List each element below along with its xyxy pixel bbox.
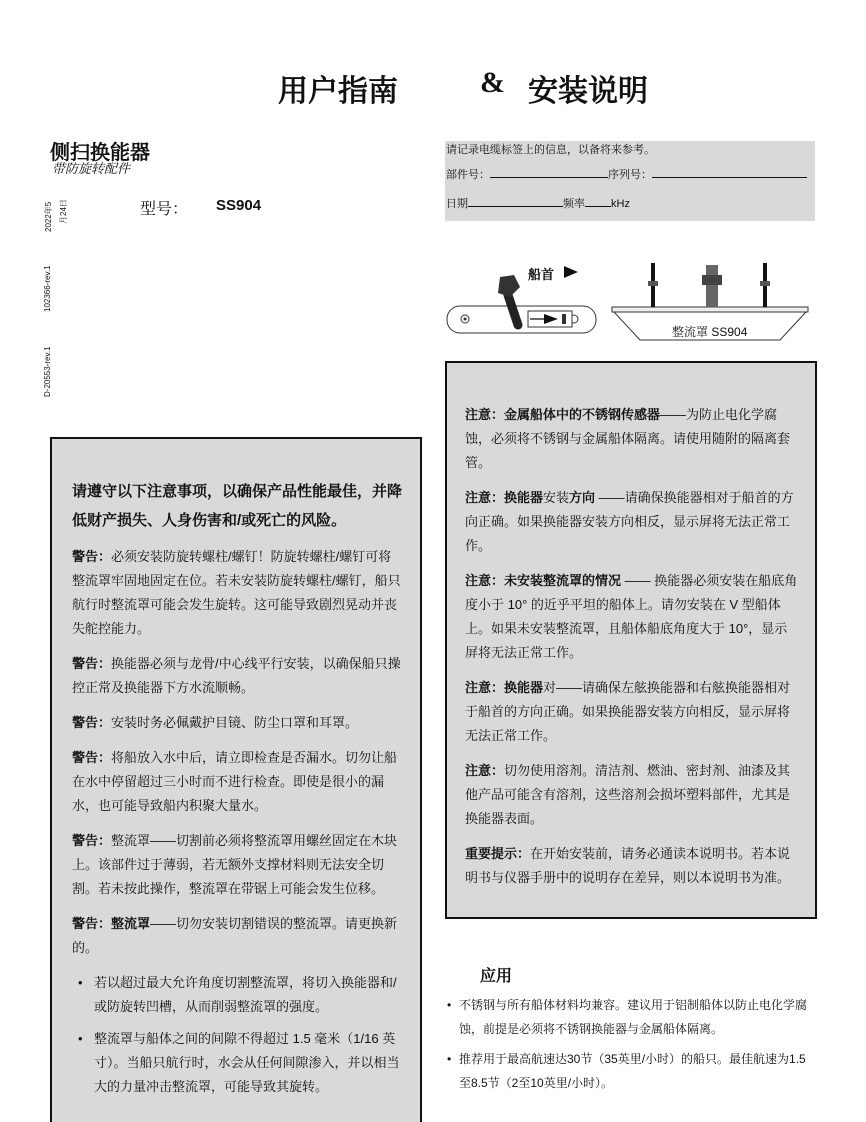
date-code-line1: 2022年5 xyxy=(44,201,53,232)
bow-arrow-icon xyxy=(564,266,578,278)
warning-1 xyxy=(72,545,402,641)
doc-code-2: D-20553-rev.1 xyxy=(43,346,52,397)
caution-label: 注意： xyxy=(465,407,505,422)
application-item: • 不锈钢与所有船体材料均兼容。建议用于铝制船体以防止电化学腐蚀，前提是必须将不锈钢换能器与金属船体隔离。 xyxy=(447,993,817,1041)
caution-3 xyxy=(465,569,799,665)
warning-subject: 整流罩 xyxy=(111,916,151,931)
caution-text: —— 换能器必须安装在船底角度小于 10° 的近乎平坦的船体上。请勿安装在 V 型船体上。如果未安装整流罩，且船体船底角度大于 10°，显示屏将无法正常工作。 xyxy=(465,573,798,660)
warning-bullet: • 若以超过最大允许角度切割整流罩，将切入换能器和/或防旋转凹槽，从而削弱整流罩的强度。 xyxy=(72,971,402,1019)
applications-heading: 应用 xyxy=(480,968,513,985)
date-label: 日期 xyxy=(446,198,468,210)
warning-4 xyxy=(72,746,402,818)
caution-subject: 方向 xyxy=(569,490,596,505)
caution-text: ——请确保换能器相对于船首的方向正确。如果换能器安装方向相反，显示屏将无法正常工作。 xyxy=(465,490,794,553)
caution-label: 注意： xyxy=(465,763,505,778)
caution-panel xyxy=(445,361,817,919)
serial-number-label: 序列号： xyxy=(608,169,652,181)
frequency-label: 频率 xyxy=(563,198,585,210)
warning-label: 警告： xyxy=(72,916,112,931)
frequency-unit: kHz xyxy=(611,198,630,210)
caution-text: 切勿使用溶剂。清洁剂、燃油、密封剂、油漆及其他产品可能含有溶剂，这些溶剂会损坏塑料部件，尤其是换能器表面。 xyxy=(465,763,791,826)
warning-label: 警告： xyxy=(72,833,112,848)
warning-text: 将船放入水中后，请立即检查是否漏水。切勿让船在水中停留超过三小时而不进行检查。即使是很小的漏水，也可能导致船内积聚大量水。 xyxy=(72,750,398,813)
warning-label: 警告： xyxy=(72,715,112,730)
caution-text: ——为防止电化学腐蚀，必须将不锈钢与金属船体隔离。请使用随附的隔离套管。 xyxy=(465,407,791,470)
warning-5 xyxy=(72,829,402,901)
warning-3 xyxy=(72,711,402,735)
part-number-field[interactable] xyxy=(490,167,608,178)
date-field[interactable] xyxy=(468,196,563,207)
warning-label: 警告： xyxy=(72,549,112,564)
title-user-guide: 用户指南 xyxy=(278,75,398,108)
serial-number-field[interactable] xyxy=(652,167,807,178)
top-view-transducer-drawing xyxy=(447,275,596,333)
transducer-diagram xyxy=(440,255,820,355)
warning-heading: 请遵守以下注意事项，以确保产品性能最佳，并降低财产损失、人身伤害和/或死亡的风险。 xyxy=(72,483,403,529)
warning-text: 必须安装防旋转螺柱/螺钉！防旋转螺柱/螺钉可将整流罩牢固地固定在位。若未安装防旋转螺柱/螺钉，船只航行时整流罩可能会发生旋转。这可能导致剧烈晃动并丧失舵控能力。 xyxy=(72,549,401,636)
important-note xyxy=(465,842,799,890)
bow-label: 船首 xyxy=(528,267,555,282)
caution-subject: 换能器 xyxy=(504,490,544,505)
product-name: 侧扫换能器 xyxy=(50,142,150,164)
cable-record-panel xyxy=(445,141,815,221)
warning-text: 换能器必须与龙骨/中心线平行安装，以确保船只操控正常及换能器下方水流顺畅。 xyxy=(72,656,401,695)
frequency-field[interactable] xyxy=(585,196,611,207)
warning-6 xyxy=(72,912,402,960)
caution-2 xyxy=(465,486,799,558)
caution-subject: 换能器 xyxy=(504,680,544,695)
important-text: 在开始安装前，请务必通读本说明书。若本说明书与仪器手册中的说明存在差异，则以本说明书为准。 xyxy=(465,846,791,885)
warning-label: 警告： xyxy=(72,750,112,765)
fairing-label: 整流罩 SS904 xyxy=(672,325,748,339)
applications-list xyxy=(447,993,817,1101)
caution-4 xyxy=(465,676,799,748)
warning-panel xyxy=(50,437,422,1122)
warning-bullet: • 整流罩与船体之间的间隙不得超过 1.5 毫米（1/16 英寸）。当船只航行时，水会从任何间隙渗入，并以相当大的力量冲击整流罩，可能导致其旋转。 xyxy=(72,1027,402,1099)
product-subtitle: 带防旋转配件 xyxy=(52,161,131,176)
date-code-line2: 月24日 xyxy=(59,199,68,224)
warning-text: 安装时务必佩戴护目镜、防尘口罩和耳罩。 xyxy=(111,715,359,730)
warning-2 xyxy=(72,652,402,700)
caution-5 xyxy=(465,759,799,831)
warning-text: ——切勿安装切割错误的整流罩。请更换新的。 xyxy=(72,916,398,955)
warning-text: 整流罩——切割前必须将整流罩用螺丝固定在木块上。该部件过于薄弱，若无额外支撑材料则无法安全切割。若未按此操作，整流罩在带锯上可能会发生位移。 xyxy=(72,833,398,896)
warning-label: 警告： xyxy=(72,656,112,671)
caution-label: 注意： xyxy=(465,680,505,695)
title-install-guide: 安装说明 xyxy=(528,75,648,108)
model-label: 型号： xyxy=(140,201,189,218)
doc-code-1: 102366-rev.1 xyxy=(43,265,52,312)
caution-text: 对——请确保左舷换能器和右舷换能器相对于船首的方向正确。如果换能器安装方向相反，显示屏将无法正常工作。 xyxy=(465,680,791,743)
caution-subject: 金属船体中的不锈钢传感器 xyxy=(504,407,661,422)
record-intro: 请记录电缆标签上的信息，以备将来参考。 xyxy=(446,144,655,156)
part-number-label: 部件号： xyxy=(446,169,490,181)
caution-label: 注意： xyxy=(465,490,505,505)
caution-label: 注意： xyxy=(465,573,505,588)
title-ampersand: & xyxy=(480,66,505,99)
caution-1 xyxy=(465,403,799,475)
warning-bullets xyxy=(72,971,402,1099)
model-value: SS904 xyxy=(216,197,262,214)
caution-subject: 未安装整流罩的情况 xyxy=(504,573,622,588)
important-label: 重要提示： xyxy=(465,846,531,861)
caution-subject-mid: 安装 xyxy=(543,490,570,505)
application-item: • 推荐用于最高航速达30节（35英里/小时）的船只。最佳航速为1.5至8.5节（2至10英里/小时）。 xyxy=(447,1047,817,1095)
